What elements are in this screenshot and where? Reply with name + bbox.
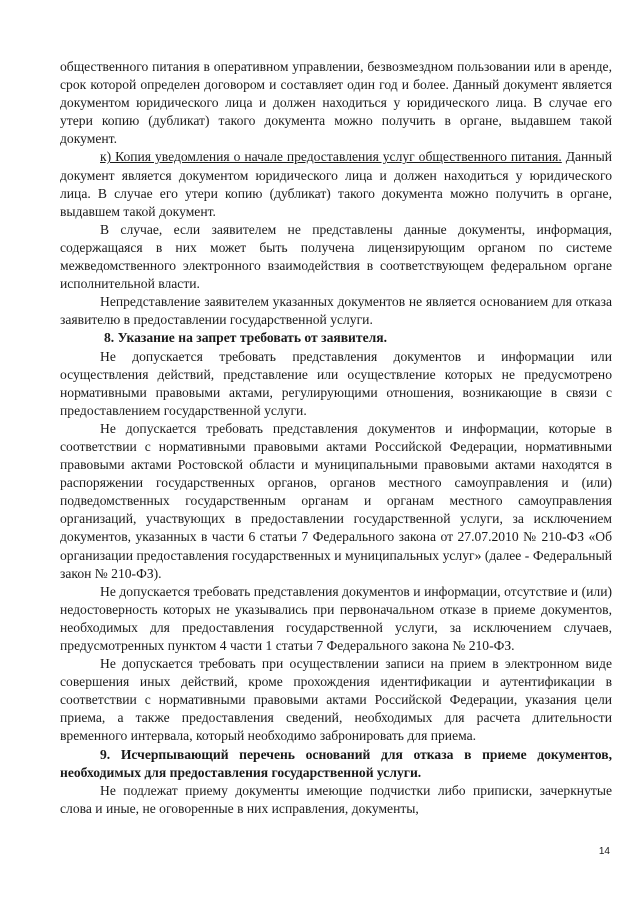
paragraph-continuation: общественного питания в оперативном управлении, безвозмездном пользовании или в аренде, срок которой определен договором и составляет один год и более. Данный документ является документом юридического лица и должен находиться у юридического лица. В случае его утери копию (дубликат) такого документа можно получить в органе, выдавшем такой документ. xyxy=(60,59,612,147)
section-9-heading: 9. Исчерпывающий перечень оснований для отказа в приеме документов, необходимых для предоставления государственной услуги. xyxy=(60,746,612,780)
paragraph-prohibition-2: Не допускается требовать представления документов и информации, которые в соответствии с нормативными правовыми актами Российской Федерации, нормативными правовыми актами Ростовской области и муниципальными правовыми актами находятся в распоряжении государственных органов, органов местного самоуправления и (или) подведомственных государственным органам и органам местного самоуправления организаций, участвующих в предоставлении государственной услуги, за исключением документов, указанных в части 6 статьи 7 Федерального закона от 27.07.2010 № 210-ФЗ «Об организации предоставления государственных и муниципальных услуг» (далее - Федеральный закон № 210-ФЗ). xyxy=(60,420,612,581)
paragraph-prohibition-1: Не допускается требовать представления документов и информации или осуществления действий, представление или осуществление которых не предусмотрено нормативными правовыми актами, регулирующими отношения, возникающие в связи с предоставлением государственной услуги. xyxy=(60,348,612,418)
section-8-heading: 8. Указание на запрет требовать от заявителя. xyxy=(104,330,387,346)
item-k-heading: к) Копия уведомления о начале предоставления услуг общественного питания. xyxy=(100,149,562,165)
paragraph-prohibition-4: Не допускается требовать при осуществлении записи на прием в электронном виде совершения иных действий, кроме прохождения идентификации и аутентификации в соответствии с нормативными правовыми актами Российской Федерации, указания цели приема, а также предоставления сведений, необходимых для расчета длительности временного интервала, который необходимо забронировать для приема. xyxy=(60,656,612,744)
paragraph-item-k xyxy=(60,148,612,220)
paragraph-prohibition-3: Не допускается требовать представления документов и информации, отсутствие и (или) недостоверность которых не указывались при первоначальном отказе в приеме документов, необходимых для предоставления государственной услуги, за исключением случаев, предусмотренных пунктом 4 части 1 статьи 7 Федерального закона № 210-ФЗ. xyxy=(60,583,612,653)
page-number: 14 xyxy=(598,846,610,857)
paragraph-non-submission: Непредставление заявителем указанных документов не является основанием для отказа заявителю в предоставлении государственной услуги. xyxy=(60,294,612,328)
item-k-text: Данный документ является документом юридического лица и должен находиться у юридического лица. В случае его утери копию (дубликат) такого документа можно получить в органе, выдавшем такой документ. xyxy=(60,149,612,219)
paragraph-interagency: В случае, если заявителем не представлены данные документы, информация, содержащаяся в них может быть получена лицензирующим органом по системе межведомственного электронного взаимодействия в соответствующем федеральном органе исполнительной власти. xyxy=(60,221,612,292)
paragraph-rejection-grounds: Не подлежат приему документы имеющие подчистки либо приписки, зачеркнутые слова и иные, не оговоренные в них исправления, документы, xyxy=(60,782,612,816)
document-page xyxy=(60,58,612,818)
